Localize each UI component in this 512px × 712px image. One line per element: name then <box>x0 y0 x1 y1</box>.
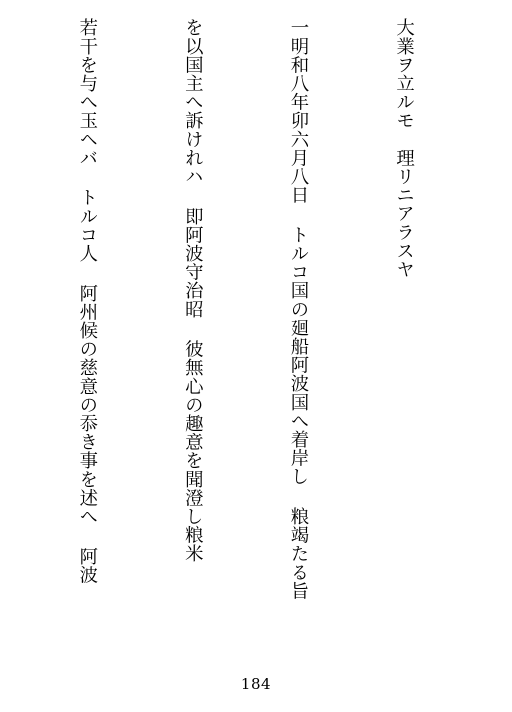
text-line: を以国主へ訴けれハ 即阿波守治昭 彼無心の趣意を聞澄し粮米 <box>182 18 204 563</box>
text-line: 大業ヲ立ルモ 理リニアラスヤ <box>393 18 415 279</box>
text-line: 一明和八年卯六月八日 トルコ国の廻船阿波国へ着岸し 粮竭たる旨 <box>287 18 309 600</box>
page-number: 184 <box>240 675 272 693</box>
vertical-text-body <box>12 18 492 658</box>
text-line: 若干を与へ玉ヘバ トルコ人 阿州候の慈意の忝き事を述へ 阿波 <box>76 18 98 584</box>
